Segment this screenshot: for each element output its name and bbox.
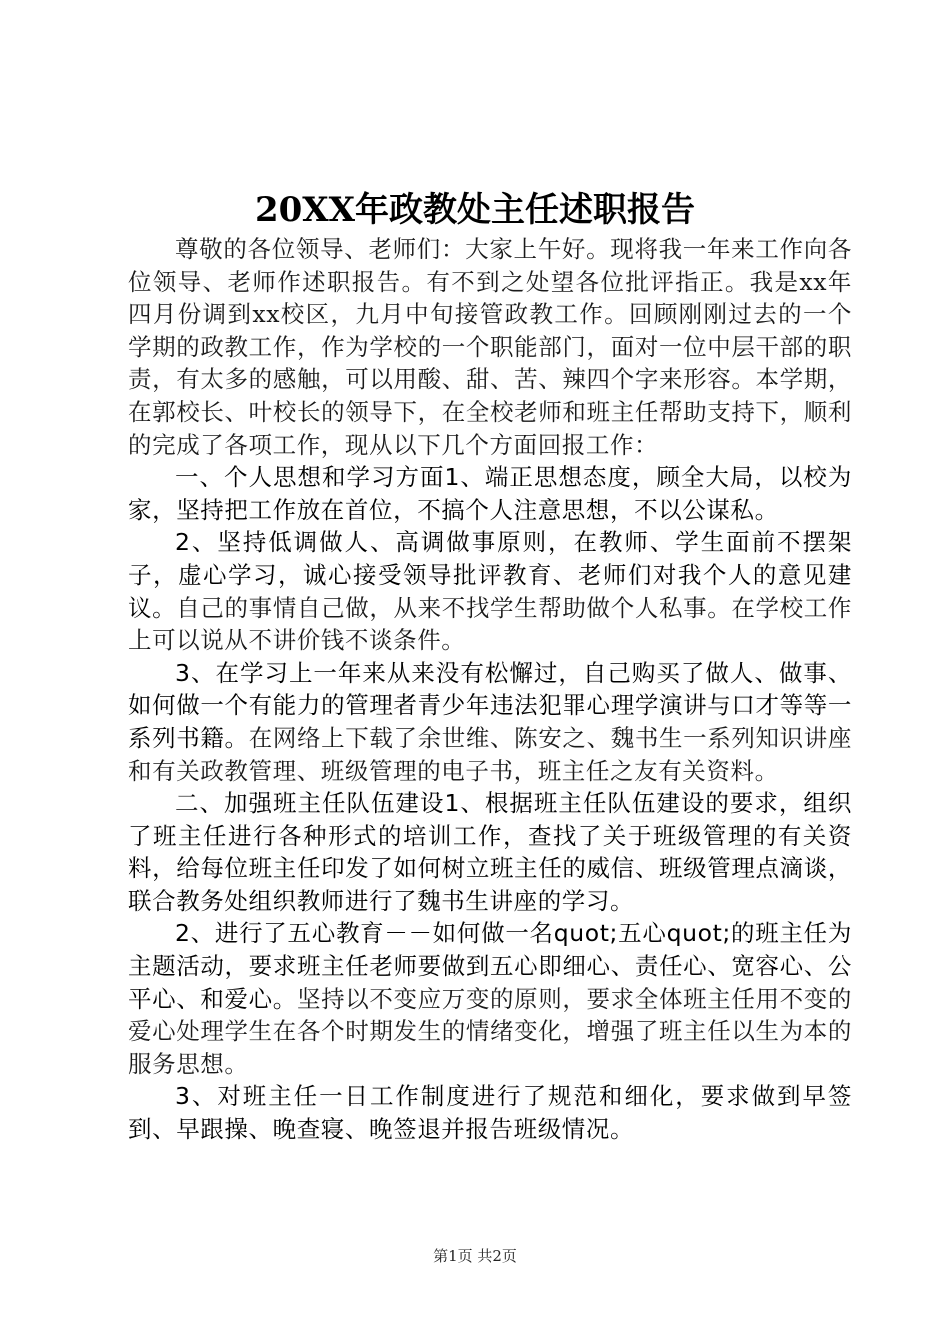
paragraph — [128, 234, 852, 462]
paragraph — [128, 918, 852, 1081]
paragraph — [128, 527, 852, 657]
paragraph — [128, 788, 852, 918]
paragraph-text: 3、在学习上一年来从来没有松懈过，自己购买了做人、做事、如何做一个有能力的管理者青少年违法犯罪心理学演讲与口才等等一系列书籍。 — [128, 658, 852, 752]
paragraph — [128, 1081, 852, 1146]
paragraph-text: 2、进行了五心教育－－如何做一名quot;五心quot;的班主任为主题活动，要求班主任老师要做到五心即细心、责任心、宽容心、公平心、和爱心。 — [128, 919, 852, 1013]
paragraph — [128, 462, 852, 527]
paragraph-text: 在网络上下载了余世维、陈安之、魏书生一系列知识讲座和有关政教管理、班级管理的电子书，班主任之友有关资料。 — [128, 723, 853, 785]
paragraph-text: 自己的事情自己做，从来不找学生帮助做个人私事。在学校工作上可以说从不讲价钱不谈条件。 — [128, 593, 852, 655]
paragraph-text: 坚持以不变应万变的原则，要求全体班主任用不变的爱心处理学生在各个时期发生的情绪变化，增强了班主任以生为本的服务思想。 — [128, 984, 852, 1078]
paragraph-text: 2、坚持低调做人、高调做事原则，在教师、学生面前不摆架子，虚心学习，诚心接受领导批评教育、老师们对我个人的意见建议。 — [128, 528, 852, 622]
document-title: 20XX年政教处主任述职报告 — [254, 190, 696, 230]
paragraph — [128, 658, 852, 788]
paragraph-text: 一、个人思想和学习方面1、端正思想态度，顾全大局，以校为家，坚持把工作放在首位，不搞个人注意思想，不以公谋私。 — [128, 463, 852, 524]
paragraph-text: 尊敬的各位领导、老师们：大家上午好。现将我一年来工作向各位领导、老师作述职报告。有不到之处望各位批评指正。我是xx年四月份调到xx校区，九月中旬接管政教工作。回顾刚刚过去的一个学期的政教工作，作为学校的一个职能部门，面对一位中层干部的职责，有太多的感触，可以用酸、甜、苦、辣四个字来形容。本学期，在郭校长、叶校长的领导下，在全校老师和班主任帮助支持下，顺利的完成了各项工作，现从以下几个方面回报工作： — [128, 235, 852, 459]
paragraph-text: 3、对班主任一日工作制度进行了规范和细化，要求做到早签到、早跟操、晚查寝、晚签退并报告班级情况。 — [128, 1082, 852, 1144]
page-footer: 第1页 共2页 — [433, 1247, 517, 1265]
paragraph-text: 二、加强班主任队伍建设1、根据班主任队伍建设的要求，组织了班主任进行各种形式的培训工作，查找了关于班级管理的有关资料，给每位班主任印发了如何树立班主任的威信、班级管理点滴谈，联合教务处组织教师进行了魏书生讲座的学习。 — [128, 789, 852, 915]
document-body — [128, 234, 852, 1147]
